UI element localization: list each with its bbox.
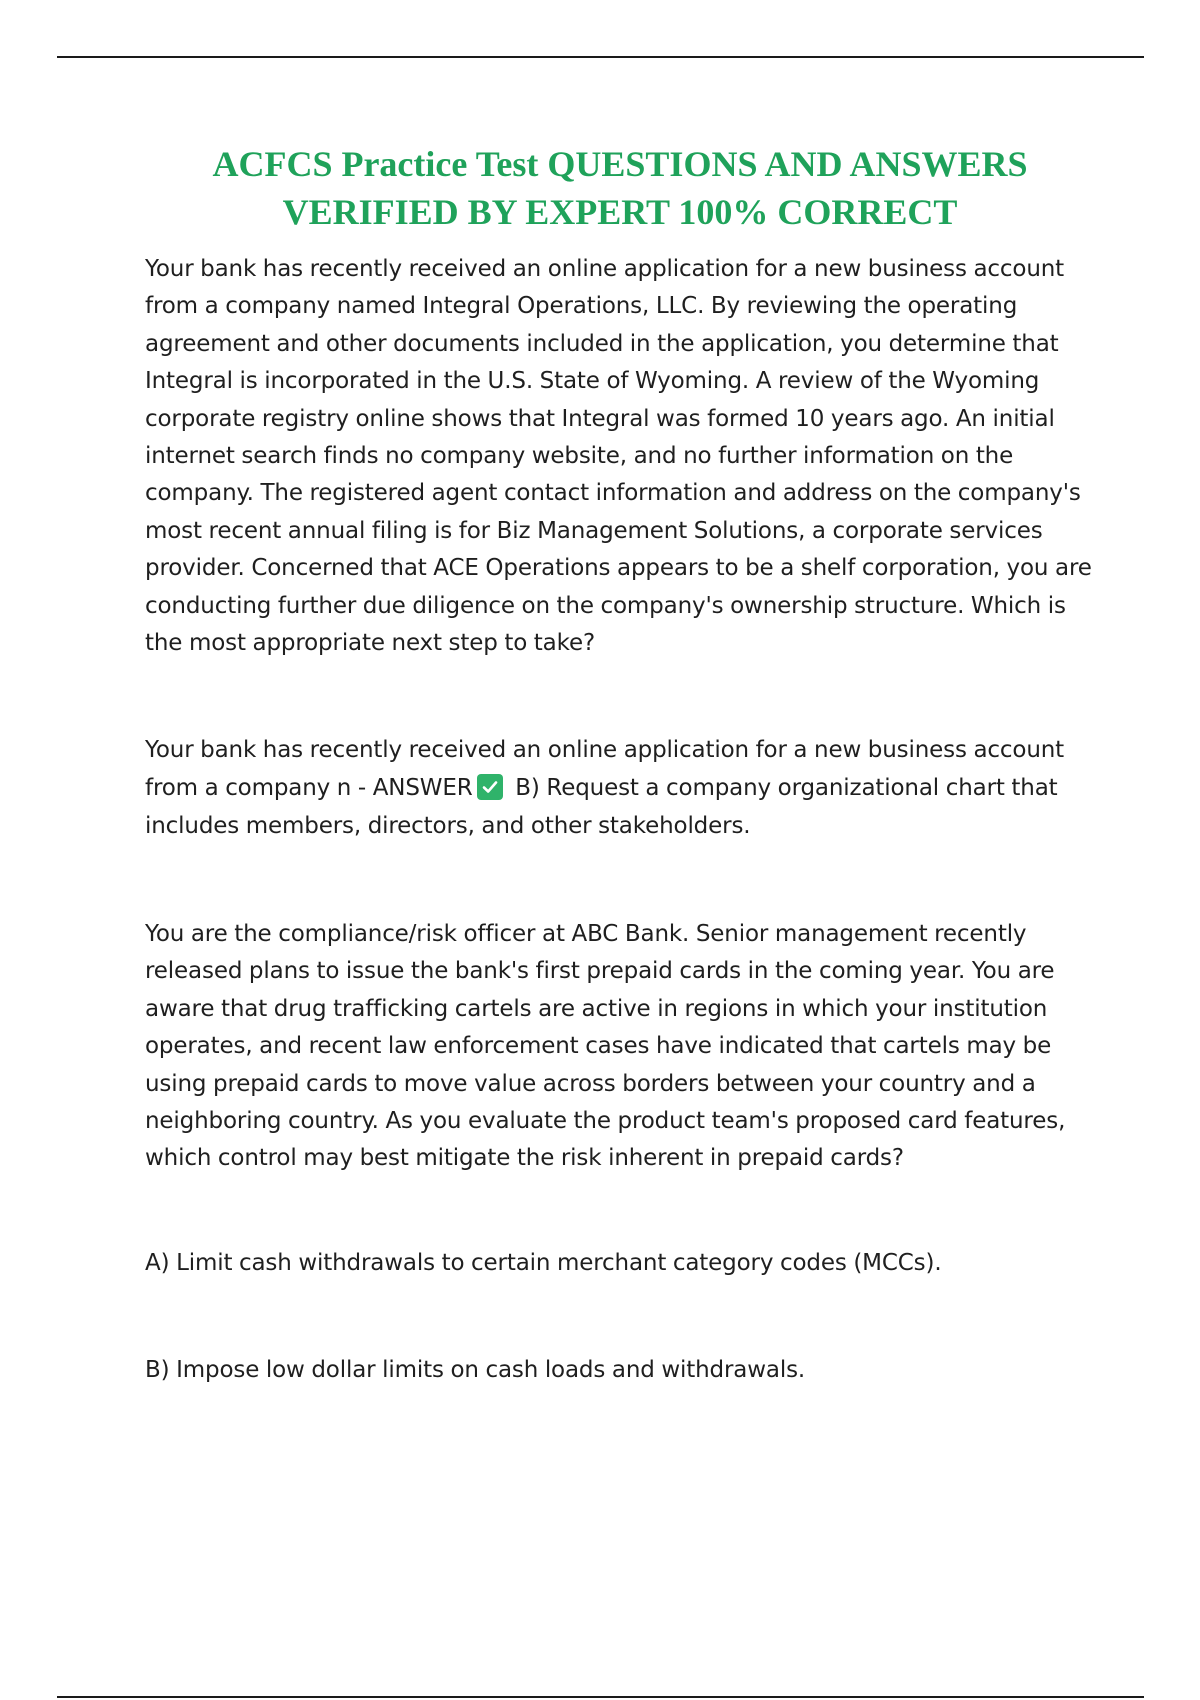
- question-2-text: You are the compliance/risk officer at ABC Bank. Senior management recently released plans to issue the bank's first prepaid cards in the coming year. You are aware that drug trafficking cartels are active in regions in which your institution operates, and recent law enforcement cases have indicated that cartels may be using prepaid cards to move value across borders between your country and a neighboring country. As you evaluate the product team's proposed card features, which control may best mitigate the risk inherent in prepaid cards?: [145, 921, 1066, 1172]
- option-a: A) Limit cash withdrawals to certain merchant category codes (MCCs).: [145, 1250, 942, 1276]
- title-line-1: ACFCS Practice Test QUESTIONS AND ANSWERS: [212, 144, 1028, 184]
- footer-rule: [57, 1696, 1144, 1698]
- header-rule: [57, 56, 1144, 58]
- option-b: B) Impose low dollar limits on cash loads and withdrawals.: [145, 1357, 806, 1383]
- document-title: [60, 140, 1180, 236]
- title-line-2: VERIFIED BY EXPERT 100% CORRECT: [282, 192, 958, 232]
- question-1-text: Your bank has recently received an online application for a new business account from a company named Integral Operations, LLC. By reviewing the operating agreement and other documents included in the application, you determine that Integral is incorporated in the U.S. State of Wyoming. A review of the Wyoming corporate registry online shows that Integral was formed 10 years ago. An initial internet search finds no company website, and no further information on the company. The registered agent contact information and address on the company's most recent annual filing is for Biz Management Solutions, a corporate services provider. Concerned that ACE Operations appears to be a shelf corporation, you are conducting further due diligence on the company's ownership structure. Which is the most appropriate next step to take?: [145, 256, 1092, 657]
- check-icon: [477, 774, 503, 800]
- answer-1: [145, 731, 1095, 845]
- answer-1-text: B) Request a company organizational chart that includes members, directors, and other stakeholders.: [145, 775, 1058, 839]
- answer-1-prefix: Your bank has recently received an online application for a new business account from a company n - ANSWER: [145, 737, 1065, 801]
